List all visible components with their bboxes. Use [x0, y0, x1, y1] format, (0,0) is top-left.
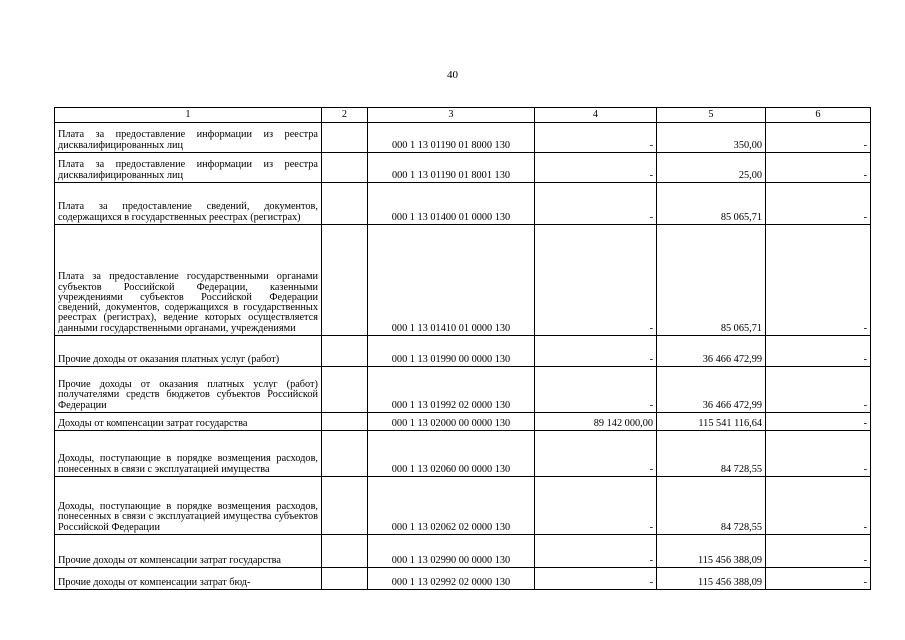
row-col6: -	[766, 413, 871, 431]
row-col4: -	[535, 431, 657, 477]
row-col2	[322, 153, 368, 183]
row-name: Доходы, поступающие в порядке возмещения расходов, понесенных в связи с эксплуатацией имущества	[55, 431, 322, 477]
row-col6: -	[766, 477, 871, 535]
row-name: Плата за предоставление сведений, документов, содержащихся в государственных реестрах (регистрах)	[55, 183, 322, 225]
row-col2	[322, 413, 368, 431]
row-code: 000 1 13 02000 00 0000 130	[368, 413, 535, 431]
row-name: Доходы от компенсации затрат государства	[55, 413, 322, 431]
row-col6: -	[766, 367, 871, 413]
row-col5: 84 728,55	[657, 431, 766, 477]
row-col4: -	[535, 123, 657, 153]
row-col5: 115 456 388,09	[657, 568, 766, 590]
row-col2	[322, 477, 368, 535]
row-col6: -	[766, 123, 871, 153]
row-col6: -	[766, 568, 871, 590]
row-col4: -	[535, 153, 657, 183]
row-col2	[322, 225, 368, 336]
column-header: 6	[766, 108, 871, 123]
row-col5: 84 728,55	[657, 477, 766, 535]
row-col5: 85 065,71	[657, 225, 766, 336]
row-col2	[322, 123, 368, 153]
row-code: 000 1 13 01190 01 8000 130	[368, 123, 535, 153]
column-header: 3	[368, 108, 535, 123]
row-col4: -	[535, 477, 657, 535]
row-code: 000 1 13 01190 01 8001 130	[368, 153, 535, 183]
row-col5: 115 541 116,64	[657, 413, 766, 431]
row-col4: 89 142 000,00	[535, 413, 657, 431]
row-name: Прочие доходы от оказания платных услуг (работ) получателями средств бюджетов субъектов Российской Федерации	[55, 367, 322, 413]
table-row	[55, 336, 871, 367]
table-row	[55, 367, 871, 413]
row-code: 000 1 13 01410 01 0000 130	[368, 225, 535, 336]
column-number-header-row	[55, 108, 871, 123]
row-col6: -	[766, 225, 871, 336]
row-col6: -	[766, 183, 871, 225]
table-row	[55, 431, 871, 477]
row-col6: -	[766, 535, 871, 568]
table-row	[55, 225, 871, 336]
row-col5: 115 456 388,09	[657, 535, 766, 568]
row-name: Доходы, поступающие в порядке возмещения расходов, понесенных в связи с эксплуатацией имущества субъектов Российской Федерации	[55, 477, 322, 535]
row-col6: -	[766, 153, 871, 183]
row-col6: -	[766, 431, 871, 477]
row-name: Прочие доходы от компенсации затрат государства	[55, 535, 322, 568]
row-col2	[322, 183, 368, 225]
table-row	[55, 477, 871, 535]
table-row	[55, 123, 871, 153]
row-col2	[322, 568, 368, 590]
column-header: 5	[657, 108, 766, 123]
table-row	[55, 568, 871, 590]
row-name: Прочие доходы от оказания платных услуг (работ)	[55, 336, 322, 367]
row-code: 000 1 13 01992 02 0000 130	[368, 367, 535, 413]
table-row	[55, 153, 871, 183]
row-col4: -	[535, 183, 657, 225]
column-header: 2	[322, 108, 368, 123]
row-name: Плата за предоставление информации из реестра дисквалифицированных лиц	[55, 123, 322, 153]
row-col6: -	[766, 336, 871, 367]
row-col4: -	[535, 535, 657, 568]
row-col4: -	[535, 225, 657, 336]
row-col5: 350,00	[657, 123, 766, 153]
row-code: 000 1 13 02062 02 0000 130	[368, 477, 535, 535]
table-row	[55, 413, 871, 431]
row-col2	[322, 367, 368, 413]
row-name: Плата за предоставление информации из реестра дисквалифицированных лиц	[55, 153, 322, 183]
table-row	[55, 183, 871, 225]
row-code: 000 1 13 02990 00 0000 130	[368, 535, 535, 568]
row-col5: 36 466 472,99	[657, 367, 766, 413]
row-col4: -	[535, 336, 657, 367]
row-col4: -	[535, 367, 657, 413]
row-code: 000 1 13 01400 01 0000 130	[368, 183, 535, 225]
page-number: 40	[447, 69, 458, 81]
income-report-table	[54, 107, 871, 590]
table-row	[55, 535, 871, 568]
row-code: 000 1 13 02060 00 0000 130	[368, 431, 535, 477]
row-col5: 36 466 472,99	[657, 336, 766, 367]
row-code: 000 1 13 01990 00 0000 130	[368, 336, 535, 367]
row-col5: 85 065,71	[657, 183, 766, 225]
row-col5: 25,00	[657, 153, 766, 183]
column-header: 4	[535, 108, 657, 123]
row-col2	[322, 535, 368, 568]
row-col2	[322, 336, 368, 367]
row-code: 000 1 13 02992 02 0000 130	[368, 568, 535, 590]
column-header: 1	[55, 108, 322, 123]
row-col2	[322, 431, 368, 477]
row-name: Плата за предоставление государственными органами субъектов Российской Федерации, казенными учреждениями субъектов Российской Федерации сведений, документов, содержащихся в государственных реестрах (регистрах), ведение которых осуществляется данными государственными органами, учреждениями	[55, 225, 322, 336]
row-col4: -	[535, 568, 657, 590]
row-name: Прочие доходы от компенсации затрат бюд-	[55, 568, 322, 590]
